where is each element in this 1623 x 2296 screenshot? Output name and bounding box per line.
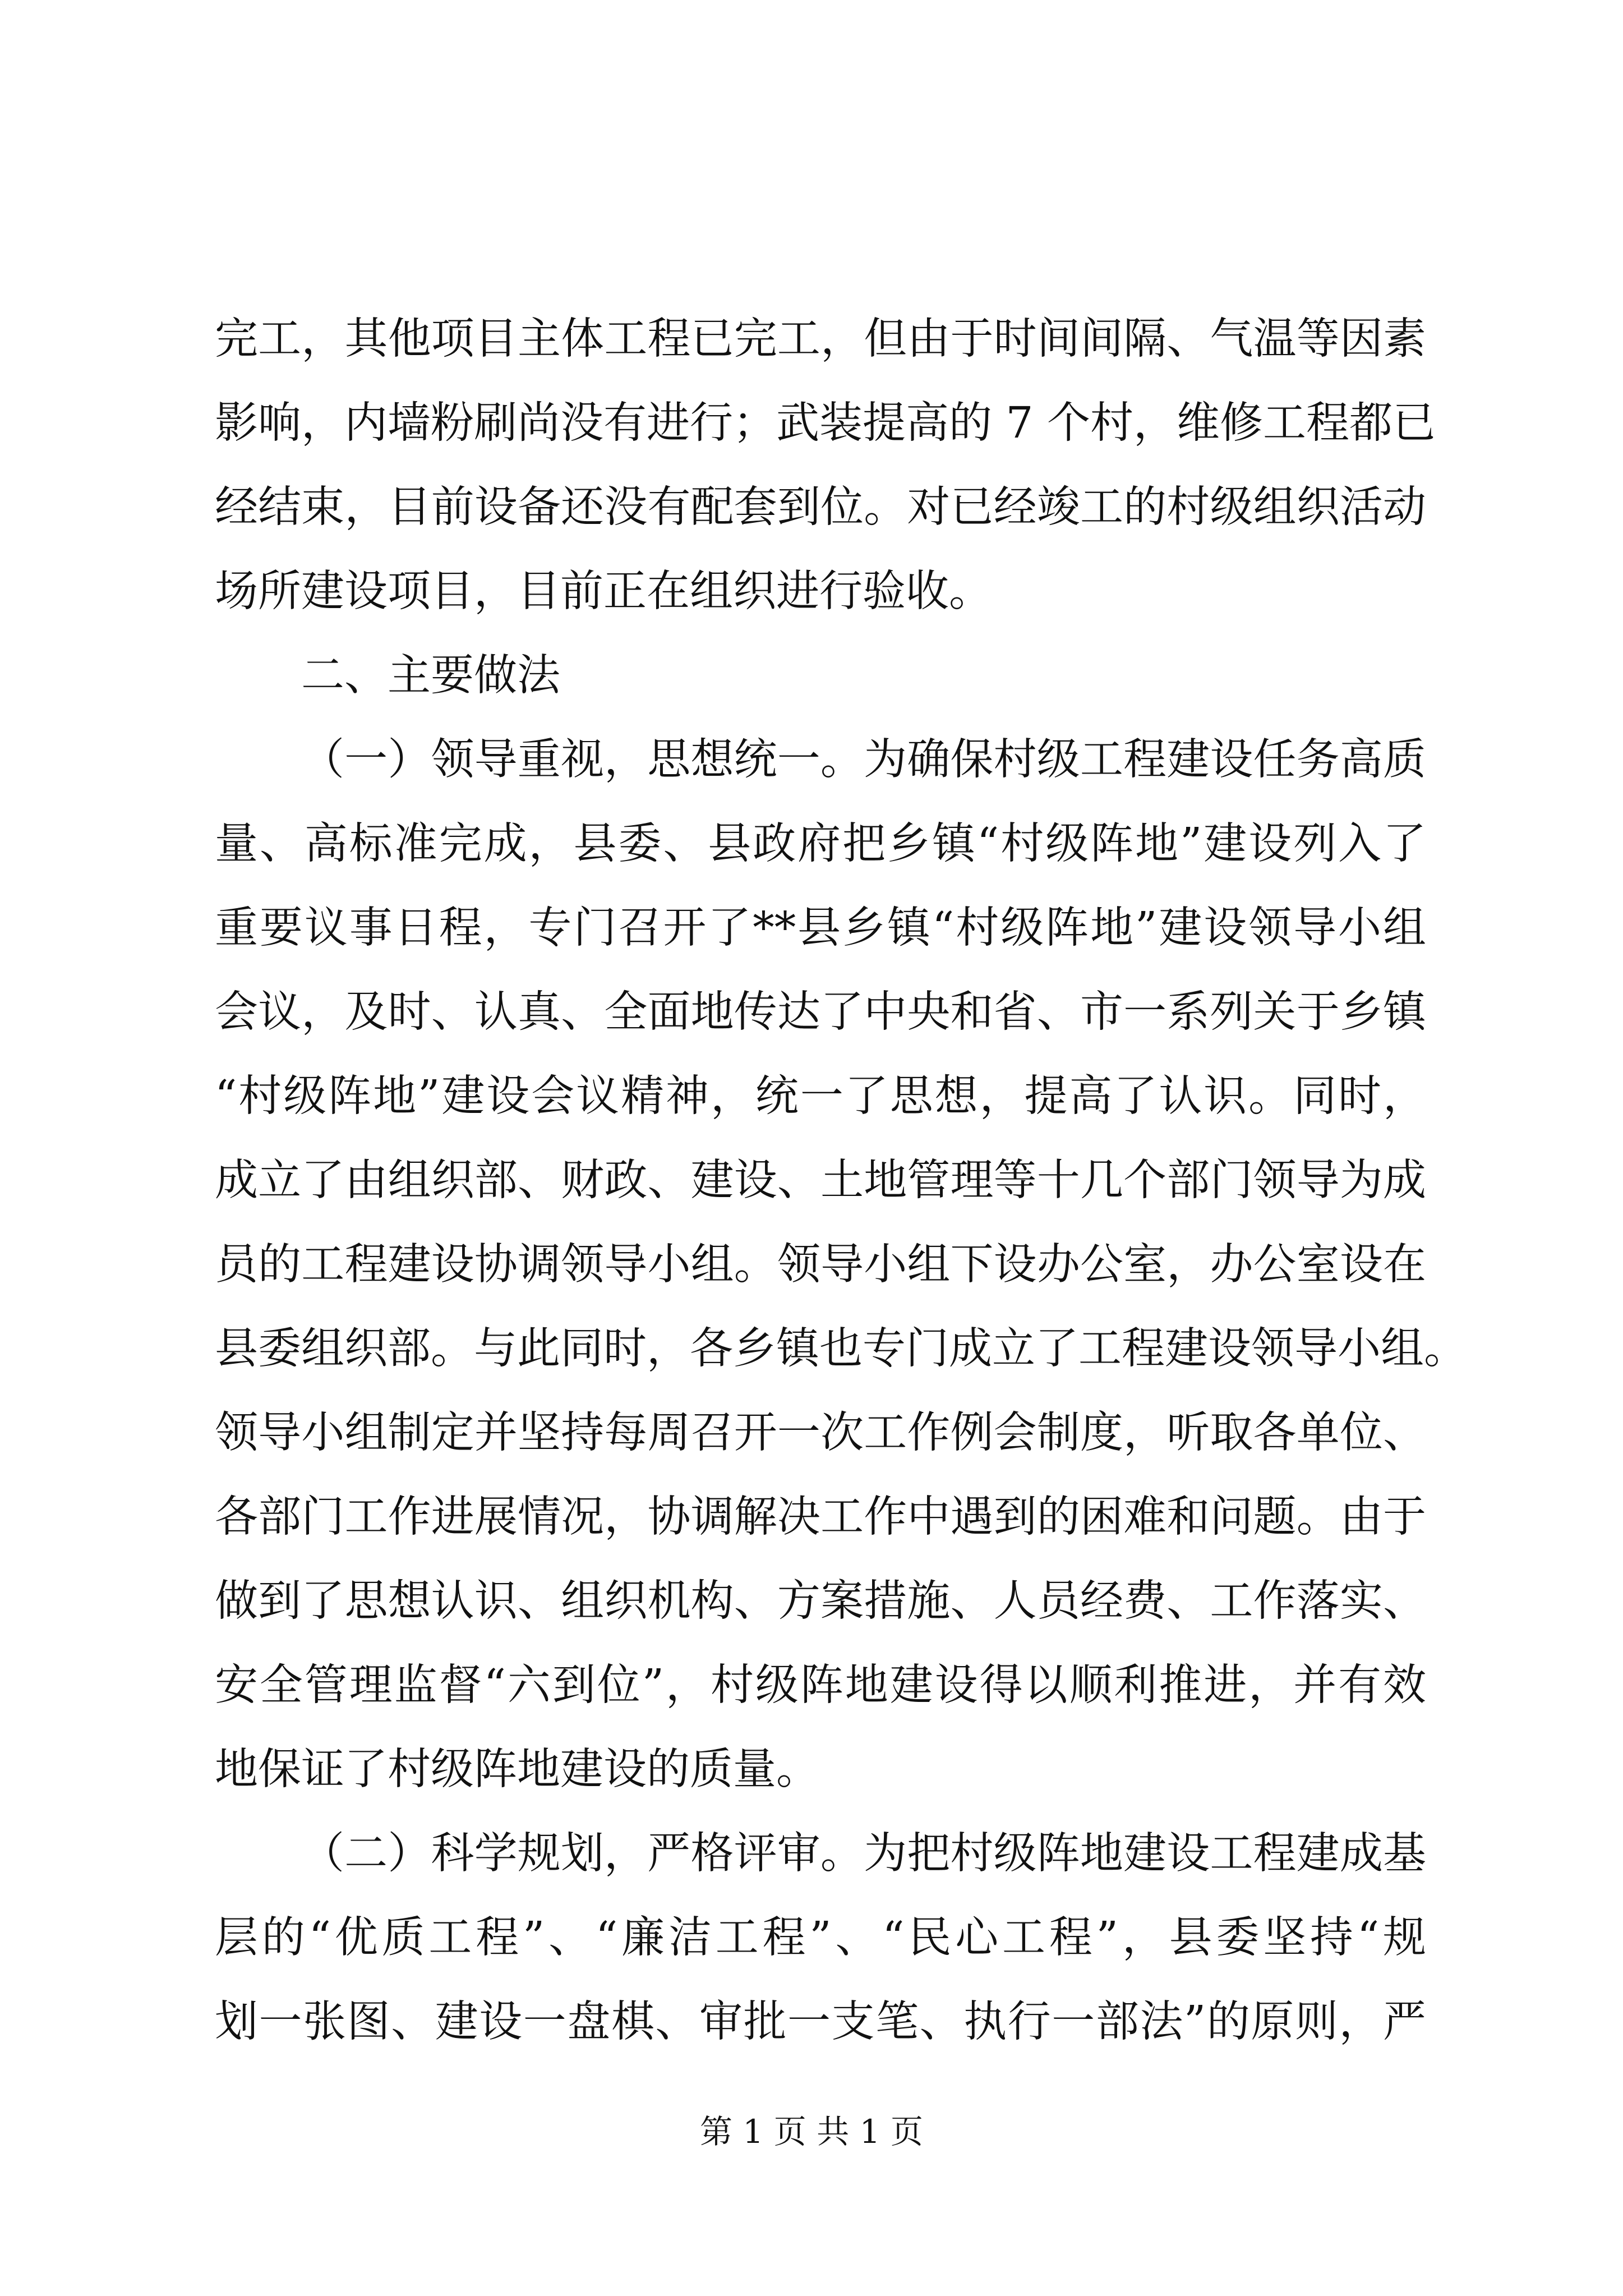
paragraph-line: 完工，其他项目主体工程已完工，但由于时间间隔、气温等因素 [215, 314, 1426, 364]
paragraph-line: 做到了思想认识、组织机构、方案措施、人员经费、工作落实、 [215, 1576, 1426, 1626]
document-body [215, 297, 1467, 2064]
paragraph-line: 地保证了村级阵地建设的质量。 [215, 1745, 819, 1795]
section-heading: 二、主要做法 [301, 651, 560, 701]
paragraph-line: 各部门工作进展情况，协调解决工作中遇到的困难和问题。由于 [215, 1492, 1426, 1542]
paragraph-line: 量、高标准完成，县委、县政府把乡镇“村级阵地”建设列入了 [215, 819, 1426, 869]
paragraph-line: 影响，内墙粉刷尚没有进行；武装提高的 7 个村，维修工程都已 [215, 398, 1436, 448]
paragraph-line: “村级阵地”建设会议精神，统一了思想，提高了认识。同时， [215, 1071, 1426, 1121]
paragraph-line: 层的“优质工程”、“廉洁工程”、“民心工程”，县委坚持“规 [215, 1913, 1426, 1963]
paragraph-line: 经结束，目前设备还没有配套到位。对已经竣工的村级组织活动 [215, 482, 1426, 532]
paragraph-line: （二）科学规划，严格评审。为把村级阵地建设工程建成基 [301, 1829, 1426, 1879]
paragraph-line: （一）领导重视，思想统一。为确保村级工程建设任务高质 [301, 735, 1426, 785]
paragraph-line: 划一张图、建设一盘棋、审批一支笔、执行一部法”的原则，严 [215, 1997, 1426, 2047]
paragraph-line: 安全管理监督“六到位”，村级阵地建设得以顺利推进，并有效 [215, 1660, 1426, 1710]
paragraph-line: 重要议事日程，专门召开了**县乡镇“村级阵地”建设领导小组 [215, 903, 1426, 953]
paragraph-line: 会议，及时、认真、全面地传达了中央和省、市一系列关于乡镇 [215, 987, 1426, 1037]
paragraph-line: 领导小组制定并坚持每周召开一次工作例会制度，听取各单位、 [215, 1408, 1426, 1458]
paragraph-line: 员的工程建设协调领导小组。领导小组下设办公室，办公室设在 [215, 1240, 1426, 1290]
paragraph-line: 县委组织部。与此同时，各乡镇也专门成立了工程建设领导小组。 [215, 1324, 1467, 1374]
page-footer: 第 1 页 共 1 页 [700, 2113, 923, 2151]
paragraph-line: 场所建设项目，目前正在组织进行验收。 [215, 567, 992, 616]
paragraph-line: 成立了由组织部、财政、建设、土地管理等十几个部门领导为成 [215, 1156, 1426, 1205]
